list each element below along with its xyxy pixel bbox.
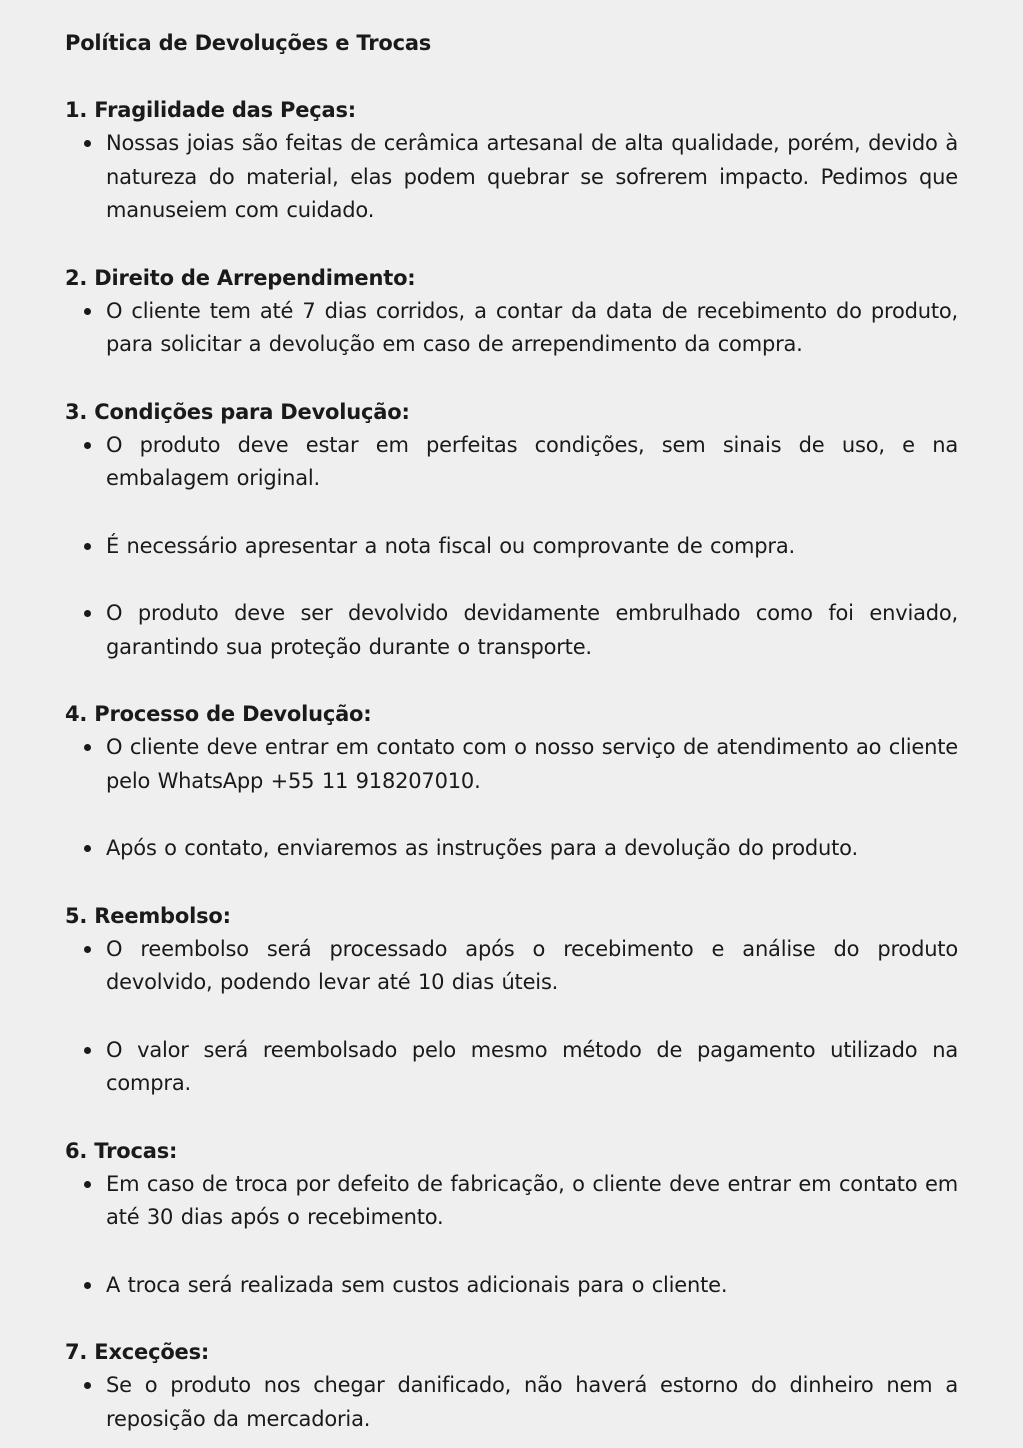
bullet-icon xyxy=(84,610,91,617)
section-fragility xyxy=(65,93,958,228)
bullet-icon xyxy=(84,845,91,852)
section-exceptions xyxy=(65,1335,958,1436)
section-return-process xyxy=(65,697,958,866)
list-item-text: O valor será reembolsado pelo mesmo método de pagamento utilizado na compra. xyxy=(106,1037,958,1095)
bullet-icon xyxy=(84,543,91,550)
section-heading: 5. Reembolso: xyxy=(65,903,231,928)
list-item xyxy=(65,832,958,866)
bullet-list xyxy=(65,429,958,665)
section-withdrawal-right xyxy=(65,261,958,362)
list-item xyxy=(65,597,958,664)
bullet-icon xyxy=(84,308,91,315)
list-item xyxy=(65,933,958,1000)
list-item-text: Se o produto nos chegar danificado, não haverá estorno do dinheiro nem a reposição da mercadoria. xyxy=(106,1373,958,1431)
bullet-icon xyxy=(84,744,91,751)
bullet-icon xyxy=(84,1181,91,1188)
section-return-conditions xyxy=(65,395,958,665)
bullet-list xyxy=(65,295,958,362)
list-item-text: O cliente deve entrar em contato com o nosso serviço de atendimento ao cliente pelo WhatsApp +55 11 918207010. xyxy=(106,735,958,793)
section-heading: 3. Condições para Devolução: xyxy=(65,399,410,424)
bullet-list xyxy=(65,731,958,866)
list-item xyxy=(65,1369,958,1436)
bullet-icon xyxy=(84,1282,91,1289)
list-item-text: O produto deve estar em perfeitas condições, sem sinais de uso, e na embalagem original. xyxy=(106,432,958,490)
list-item xyxy=(65,731,958,798)
list-item-text: O cliente tem até 7 dias corridos, a contar da data de recebimento do produto, para solicitar a devolução em caso de arrependimento da compra. xyxy=(106,298,958,356)
list-item-text: Após o contato, enviaremos as instruções para a devolução do produto. xyxy=(106,836,858,860)
list-item xyxy=(65,429,958,496)
list-item xyxy=(65,530,958,564)
page-title: Política de Devoluções e Trocas xyxy=(65,31,432,55)
list-item xyxy=(65,1269,958,1303)
list-item-text: Em caso de troca por defeito de fabricação, o cliente deve entrar em contato em até 30 dias após o recebimento. xyxy=(106,1171,958,1229)
list-item-text: O reembolso será processado após o recebimento e análise do produto devolvido, podendo levar até 10 dias úteis. xyxy=(106,936,958,994)
list-item-text: A troca será realizada sem custos adicionais para o cliente. xyxy=(106,1272,728,1297)
list-item xyxy=(65,295,958,362)
bullet-list xyxy=(65,1168,958,1303)
list-item xyxy=(65,127,958,228)
section-heading: 7. Exceções: xyxy=(65,1340,210,1364)
bullet-list xyxy=(65,933,958,1101)
list-item-text: Nossas joias são feitas de cerâmica artesanal de alta qualidade, porém, devido à natureza do material, elas podem quebrar se sofrerem impacto. Pedimos que manuseiem com cuidado. xyxy=(106,131,958,222)
section-refund xyxy=(65,899,958,1101)
list-item xyxy=(65,1168,958,1235)
bullet-list xyxy=(65,127,958,228)
bullet-icon xyxy=(84,1382,91,1389)
list-item-text: É necessário apresentar a nota fiscal ou comprovante de compra. xyxy=(106,533,795,558)
section-heading: 4. Processo de Devolução: xyxy=(65,702,372,726)
list-item-text: O produto deve ser devolvido devidamente embrulhado como foi enviado, garantindo sua proteção durante o transporte. xyxy=(106,601,958,659)
bullet-icon xyxy=(84,442,91,449)
section-heading: 2. Direito de Arrependimento: xyxy=(65,265,416,290)
bullet-icon xyxy=(84,140,91,147)
bullet-icon xyxy=(84,1047,91,1054)
section-exchanges xyxy=(65,1134,958,1303)
bullet-list xyxy=(65,1369,958,1436)
section-heading: 6. Trocas: xyxy=(65,1138,178,1163)
section-heading: 1. Fragilidade das Peças: xyxy=(65,98,357,122)
bullet-icon xyxy=(84,946,91,953)
list-item xyxy=(65,1034,958,1101)
